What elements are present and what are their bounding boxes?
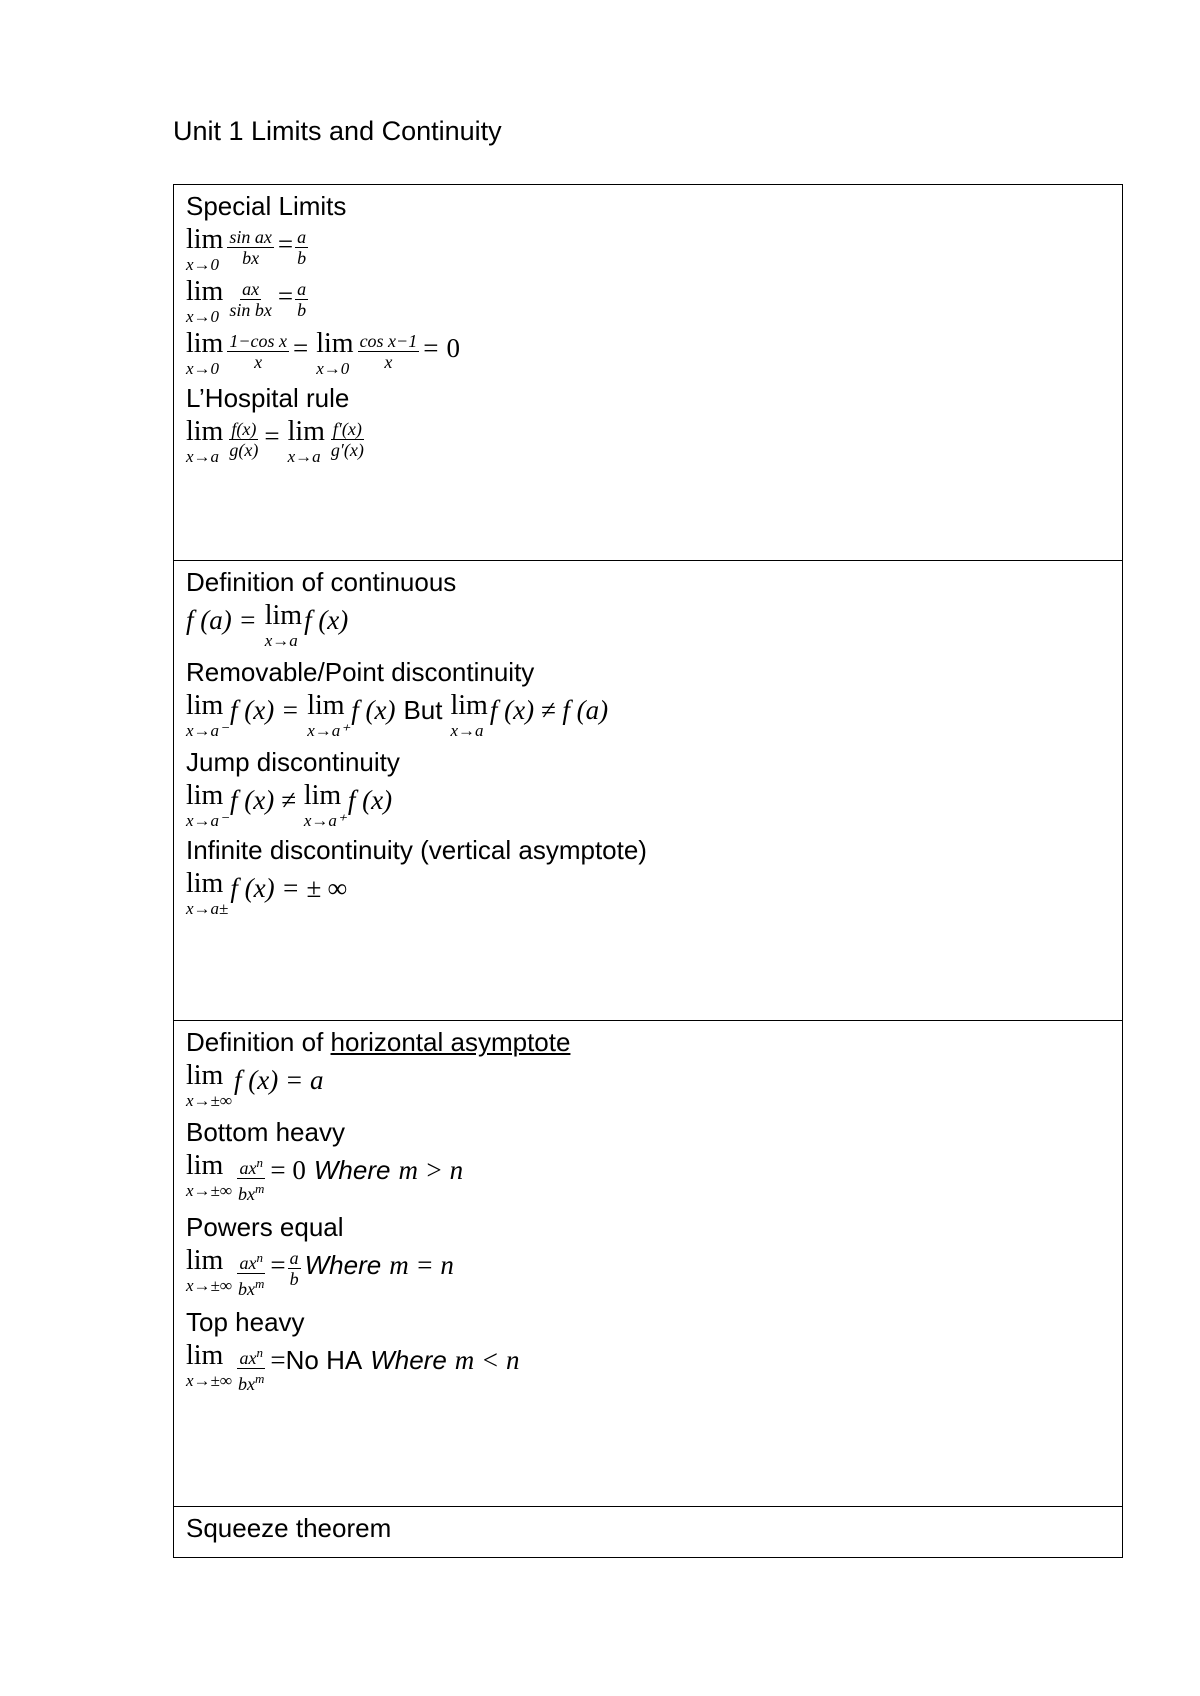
section-special-limits [174,185,1122,561]
formula-powers-equal: lim x→±∞ $\frac{ax^n}{bx^m}$ = $\frac{a}{b}$ Where m = n [186,1245,454,1299]
fraction: $\frac{\text{cos x−1}}{x}$ [359,331,418,372]
formula-horizontal-asymptote: lim x→±∞ f (x) = a [186,1060,324,1110]
limit-operator: lim x→a [287,416,325,466]
formula-removable: lim x→a⁻ f (x) = lim x→a⁺ f (x) But lim x→a f (x) ≠ f (a) [186,690,609,740]
page-title: Unit 1 Limits and Continuity [173,116,502,146]
fraction: $\frac{\text{sin ax}}{bx}$ [229,227,272,268]
fraction-result: $\frac{a}{b}$ [289,1248,299,1289]
limit-operator: lim x→a [264,600,303,650]
limit-operator: lim x→0 [186,224,224,274]
limit-operator: lim x→a± [186,868,229,918]
formula-bottom-heavy: lim x→±∞ $\frac{ax^n}{bx^m}$ = 0 Where m > n [186,1150,464,1204]
heading-lhospital: L’Hospital rule [186,383,350,413]
formula-infinite: lim x→a± f (x) = ± ∞ [186,868,348,918]
limit-operator: lim x→a⁻ [186,690,229,740]
fraction: $\frac{ax^n}{bx^m}$ [238,1155,265,1204]
heading-bottom-heavy: Bottom heavy [186,1117,345,1147]
heading-top-heavy: Top heavy [186,1307,305,1337]
formula-jump: lim x→a⁻ f (x) ≠ lim x→a⁺ f (x) [186,780,393,830]
formula-sin-ax-over-bx: lim x→0 $\frac{\text{sin ax}}{bx}$ = $\frac{a}{b}$ [186,224,307,274]
heading-continuous: Definition of continuous [186,567,457,597]
formula-ax-over-sin-bx: lim x→0 $\frac{ax}{\text{sin bx}}$ = $\frac{a}{b}$ [186,276,307,326]
limit-operator: lim x→a⁺ [303,780,346,830]
formula-lhospital: lim x→a $\frac{f(x)}{g(x)}$ = lim x→a $\frac{f'(x)}{g'(x)}$ [186,416,364,466]
heading-removable: Removable/Point discontinuity [186,657,535,687]
fraction: $\frac{\text{1−cos x}}{x}$ [229,331,287,372]
formula-cos-limit: lim x→0 $\frac{\text{1−cos x}}{x}$ = lim x→0 $\frac{\text{cos x−1}}{x}$ = 0 [186,328,460,378]
limit-operator: lim x→a [450,690,488,740]
section-squeeze [174,1507,1122,1557]
fraction-result: $\frac{a}{b}$ [297,279,307,320]
heading-infinite: Infinite discontinuity (vertical asymptote) [186,835,647,865]
section-horizontal-asymptote [174,1021,1122,1507]
fraction-result: $\frac{a}{b}$ [297,227,307,268]
limit-operator: lim x→±∞ [186,1245,232,1295]
heading-powers-equal: Powers equal [186,1212,344,1242]
fraction: $\frac{f(x)}{g(x)}$ [229,419,259,460]
fraction: $\frac{ax^n}{bx^m}$ [238,1250,265,1299]
limit-operator: lim x→±∞ [186,1060,232,1110]
heading-squeeze: Squeeze theorem [186,1513,392,1543]
heading-horizontal-asymptote: Definition of horizontal asymptote [186,1027,571,1057]
formula-continuous: f (a) = lim x→a f (x) [186,600,349,650]
formula-table [173,184,1123,1558]
heading-special-limits: Special Limits [186,191,347,221]
limit-operator: lim x→a⁺ [307,690,350,740]
limit-operator: lim x→±∞ [186,1340,232,1390]
formula-top-heavy: lim x→±∞ $\frac{ax^n}{bx^m}$ = No HA Where m < n [186,1340,520,1394]
limit-operator: lim x→a [186,416,224,466]
fraction: $\frac{ax^n}{bx^m}$ [238,1345,265,1394]
fraction: $\frac{f'(x)}{g'(x)}$ [330,419,364,460]
heading-jump: Jump discontinuity [186,747,400,777]
section-continuity [174,561,1122,1021]
limit-operator: lim x→0 [316,328,354,378]
horizontal-asymptote-link[interactable]: horizontal asymptote [330,1027,571,1057]
limit-operator: lim x→0 [186,328,224,378]
limit-operator: lim x→0 [186,276,224,326]
fraction: $\frac{ax}{\text{sin bx}}$ [229,279,272,320]
limit-operator: lim x→±∞ [186,1150,232,1200]
limit-operator: lim x→a⁻ [186,780,229,830]
